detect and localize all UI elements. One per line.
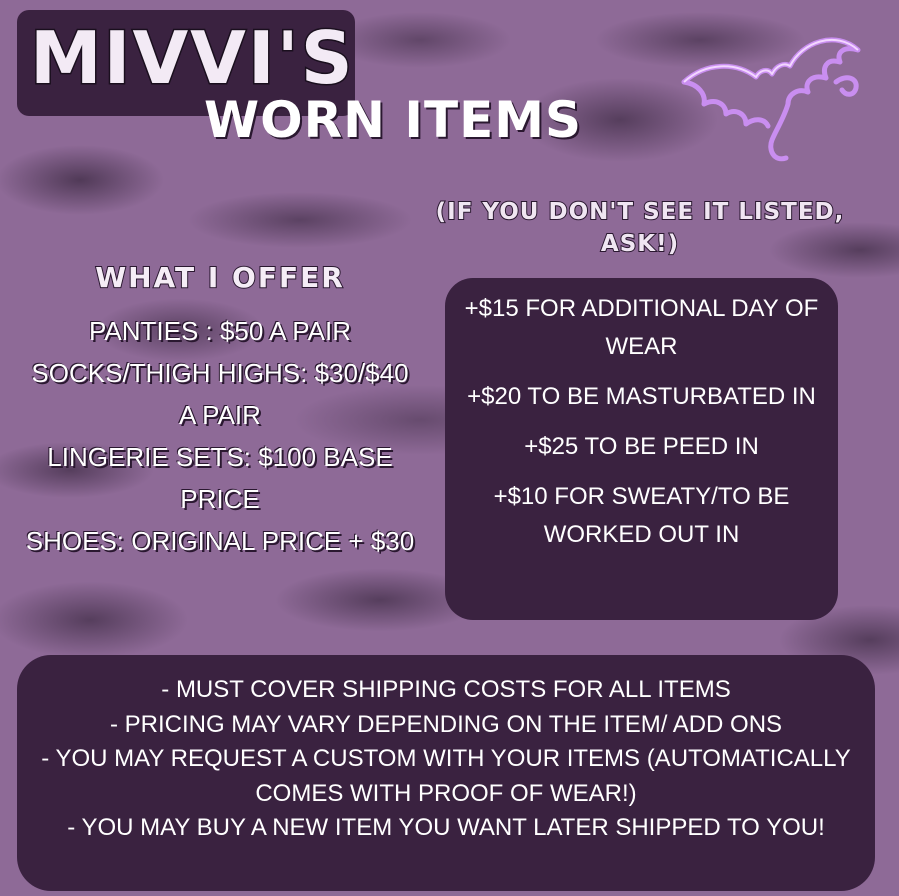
offer-item-socks: SOCKS/THIGH HIGHS: $30/$40 A PAIR: [31, 358, 409, 430]
note-new-item: - YOU MAY BUY A NEW ITEM YOU WANT LATER SHIPPED TO YOU!: [67, 814, 825, 841]
note-custom: - YOU MAY REQUEST A CUSTOM WITH YOUR ITEMS (AUTOMATICALLY COMES WITH PROOF OF WEAR!): [41, 745, 851, 807]
page-subtitle: WORN ITEMS: [204, 91, 583, 149]
bat-icon: [676, 22, 866, 172]
notes-list: [30, 673, 862, 846]
addon-item-peed: +$25 TO BE PEED IN: [524, 433, 759, 460]
offer-heading: WHAT I OFFER: [95, 261, 345, 294]
offer-item-shoes: SHOES: ORIGINAL PRICE + $30: [25, 526, 415, 556]
addon-item-extra-day: +$15 FOR ADDITIONAL DAY OF WEAR: [464, 295, 819, 360]
offer-list: [20, 310, 420, 562]
ask-note: (IF YOU DON'T SEE IT LISTED, ASK!): [435, 199, 845, 257]
addons-list: [455, 290, 828, 566]
addon-item-sweaty: +$10 FOR SWEATY/TO BE WORKED OUT IN: [493, 483, 790, 548]
addon-item-masturbated: +$20 TO BE MASTURBATED IN: [467, 383, 816, 410]
page-title: MIVVI'S: [30, 16, 355, 100]
note-pricing: - PRICING MAY VARY DEPENDING ON THE ITEM/ ADD ONS: [109, 710, 783, 738]
offer-item-panties: PANTIES : $50 A PAIR: [88, 316, 352, 346]
note-shipping: - MUST COVER SHIPPING COSTS FOR ALL ITEMS: [161, 676, 731, 703]
offer-item-lingerie: LINGERIE SETS: $100 BASE PRICE: [47, 442, 393, 514]
